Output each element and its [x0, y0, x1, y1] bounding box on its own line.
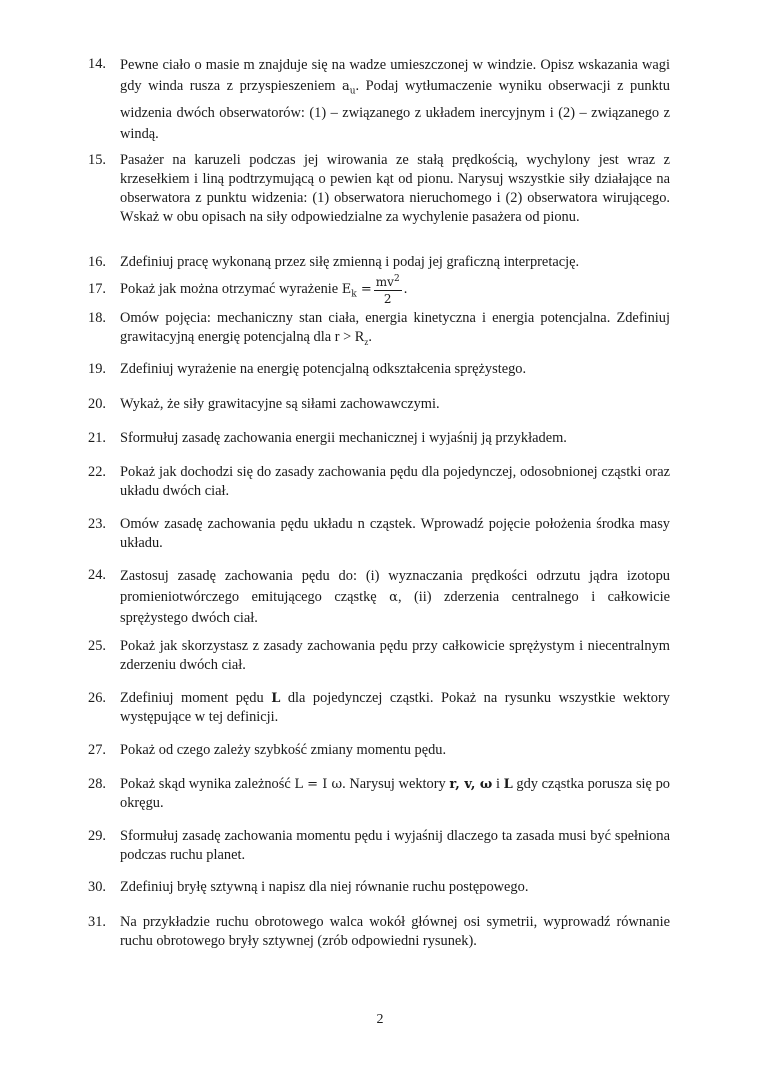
question-text-cont: dla pojedynczej cząstki. Pokaż na rysunku wszystkie wektory występujące w tej definicji.	[120, 690, 670, 725]
kinetic-energy-fraction: $\frac{mv^2}{2}$	[374, 271, 402, 307]
question-number: 19.	[88, 361, 106, 377]
question-number: 24.	[88, 567, 106, 583]
question-number: 29.	[88, 828, 106, 844]
question-21	[88, 429, 670, 448]
question-text: Zdefiniuj wyrażenie na energię potencjalną odkształcenia sprężystego.	[120, 361, 527, 377]
question-number: 22.	[88, 464, 106, 480]
question-26	[88, 689, 670, 727]
question-text: Zdefiniuj pracę wykonaną przez siłę zmienną i podaj jej graficzną interpretację.	[120, 254, 580, 270]
question-14	[88, 55, 670, 145]
question-15	[88, 151, 670, 227]
question-23	[88, 515, 670, 553]
question-text: Zastosuj zasadę zachowania pędu do: (i) wyznaczania prędkości odrzutu jądra izotopu promieniotwórczego emitującego cząstkę	[120, 568, 670, 605]
angular-momentum-symbol: L	[271, 691, 281, 706]
question-text-cont: . Podaj wytłumaczenie wyniku obserwacji z punktu widzenia dwóch obserwatorów: (1) – związanego z układem inercyjnym i (2) – związanego z windą.	[120, 78, 670, 142]
question-20	[88, 395, 670, 414]
question-text: Wykaż, że siły grawitacyjne są siłami zachowawczymi.	[120, 396, 440, 412]
question-19	[88, 360, 670, 379]
question-text-cont: .	[368, 329, 373, 345]
question-30	[88, 878, 670, 897]
question-text: Pokaż od czego zależy szybkość zmiany momentu pędu.	[120, 742, 447, 758]
angular-momentum-symbol: L	[503, 777, 513, 792]
question-text: Pokaż skąd wynika zależność	[120, 776, 291, 792]
acceleration-symbol: $a_u$	[341, 79, 356, 97]
question-text: Pokaż jak dochodzi się do zasady zachowania pędu dla pojedynczej, odosobnionej cząstki oraz układu dwóch ciał.	[120, 464, 670, 499]
question-24	[88, 566, 670, 629]
page-number: 2	[376, 1012, 384, 1027]
kinetic-energy-formula: $E_k$ =	[341, 282, 372, 300]
question-text: Pasażer na karuzeli podczas jej wirowania ze stałą prędkością, wychylony jest wraz z krzesełkiem i liną podtrzymującą o pewien kąt od pionu. Narysuj wszystkie siły działające na obserwatora z punktu widzenia: (1) obserwatora nieruchomego i (2) obserwatora wirującego. Wskaż w obu opisach na siły odpowiedzialne za wychylenie pasażera od pionu.	[120, 152, 670, 225]
conjunction: i	[495, 776, 500, 792]
question-number: 18.	[88, 310, 106, 326]
question-text: Pewne ciało o masie m znajduje się na wadze umieszczonej w windzie. Opisz wskazania wagi gdy winda rusza z przyspieszeniem	[120, 57, 670, 94]
question-16	[88, 253, 670, 272]
question-27	[88, 741, 670, 760]
question-number: 14.	[88, 56, 106, 72]
question-number: 31.	[88, 914, 106, 930]
question-22	[88, 463, 670, 501]
vector-symbols: r, v, ω	[449, 777, 493, 792]
question-text: Sformułuj zasadę zachowania energii mechanicznej i wyjaśnij ją przykładem.	[120, 430, 567, 446]
question-number: 21.	[88, 430, 106, 446]
question-17	[88, 273, 670, 306]
question-28	[88, 775, 670, 813]
question-number: 25.	[88, 638, 106, 654]
question-text-cont: .	[403, 281, 408, 297]
question-text: Na przykładzie ruchu obrotowego walca wokół głównej osi symetrii, wyprowadź równanie ruchu obrotowego bryły sztywnej (zrób odpowiedni rysunek).	[120, 914, 670, 949]
question-text: Zdefiniuj bryłę sztywną i napisz dla niej równanie ruchu postępowego.	[120, 879, 529, 895]
question-31	[88, 913, 670, 951]
question-text-mid: . Narysuj wektory	[342, 776, 446, 792]
question-number: 16.	[88, 254, 106, 270]
question-text: Pokaż jak skorzystasz z zasady zachowania pędu przy całkowicie sprężystym i niecentralnym zderzeniu dwóch ciał.	[120, 638, 670, 673]
question-18	[88, 309, 670, 352]
question-number: 23.	[88, 516, 106, 532]
angular-momentum-formula: L = I ω	[294, 777, 343, 792]
question-text-cont: gdy cząstka porusza się po okręgu.	[120, 776, 670, 811]
question-number: 27.	[88, 742, 106, 758]
question-number: 15.	[88, 152, 106, 168]
question-number: 28.	[88, 776, 106, 792]
alpha-symbol: α	[389, 590, 398, 605]
question-text: Sformułuj zasadę zachowania momentu pędu i wyjaśnij dlaczego ta zasada musi być spełniona podczas ruchu planet.	[120, 828, 670, 863]
question-number: 17.	[88, 281, 106, 297]
question-text: Pokaż jak można otrzymać wyrażenie	[120, 281, 339, 297]
question-number: 26.	[88, 690, 106, 706]
question-text: Zdefiniuj moment pędu	[120, 690, 264, 706]
question-text: Omów zasadę zachowania pędu układu n cząstek. Wprowadź pojęcie położenia środka masy układu.	[120, 516, 670, 551]
question-number: 20.	[88, 396, 106, 412]
earth-radius-subscript: z	[364, 336, 369, 347]
question-text-cont: , (ii) zderzenia centralnego i całkowicie sprężystego dwóch ciał.	[120, 589, 670, 626]
question-text: Omów pojęcia: mechaniczny stan ciała, energia kinetyczna i energia potencjalna. Zdefiniuj grawitacyjną energię potencjalną dla r > R	[120, 310, 670, 345]
question-25	[88, 637, 670, 675]
question-29	[88, 827, 670, 865]
question-number: 30.	[88, 879, 106, 895]
